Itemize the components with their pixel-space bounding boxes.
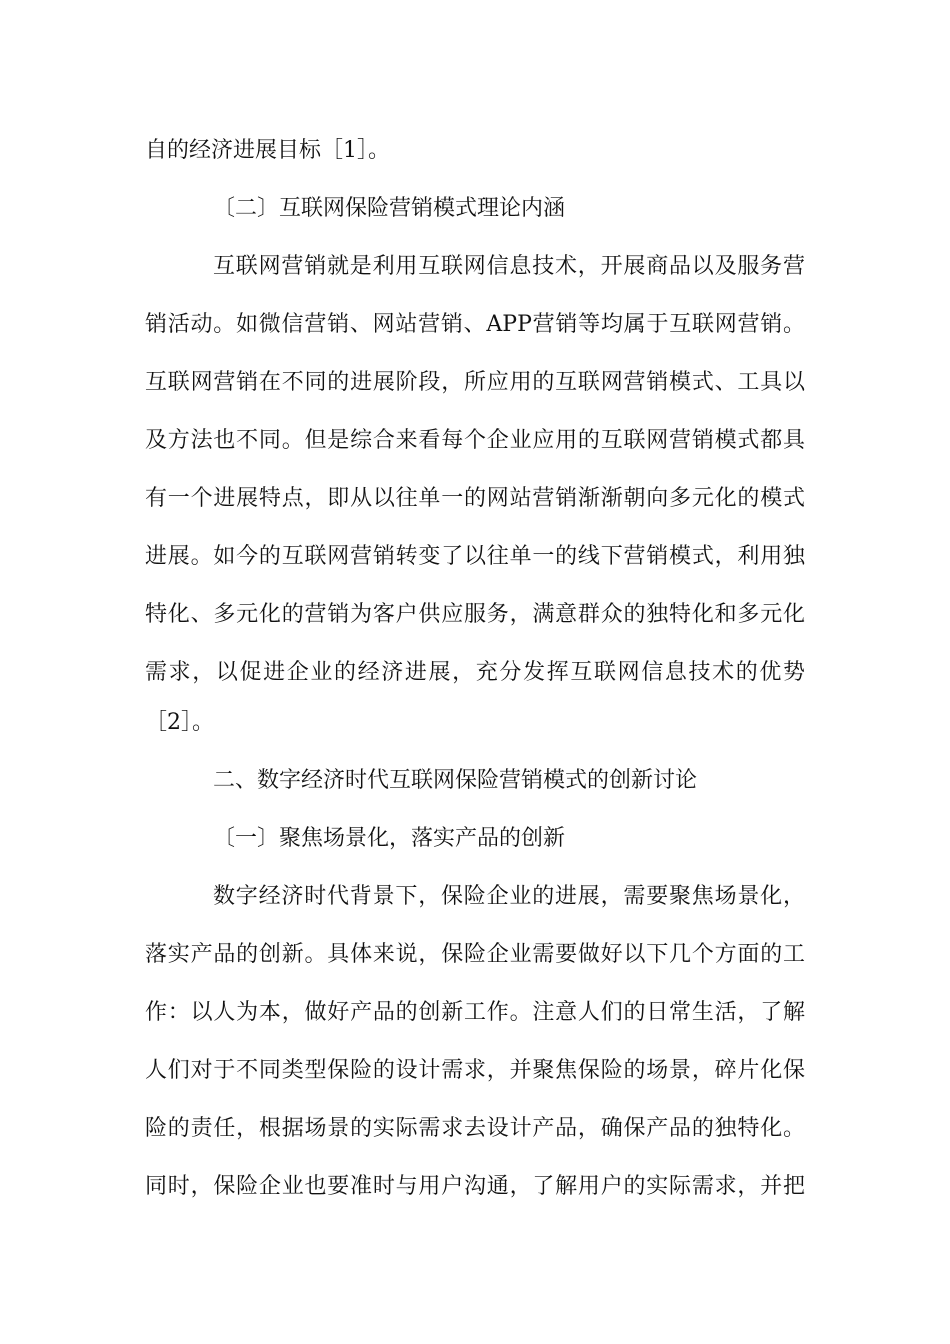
paragraph-line: 销活动。如微信营销、网站营销、APP营销等均属于互联网营销。 <box>145 312 805 337</box>
paragraph-line: 险的责任，根据场景的实际需求去设计产品，确保产品的独特化。 <box>145 1116 805 1141</box>
paragraph-line: 需求，以促进企业的经济进展，充分发挥互联网信息技术的优势 <box>145 660 805 685</box>
section-subheading: 〔二〕互联网保险营销模式理论内涵 <box>213 196 566 221</box>
paragraph-line: 互联网营销在不同的进展阶段，所应用的互联网营销模式、工具以 <box>145 370 805 395</box>
paragraph-line: 有一个进展特点，即从以往单一的网站营销渐渐朝向多元化的模式 <box>145 486 805 511</box>
paragraph-line: 特化、多元化的营销为客户供应服务，满意群众的独特化和多元化 <box>145 602 805 627</box>
section-heading: 二、数字经济时代互联网保险营销模式的创新讨论 <box>213 768 698 793</box>
paragraph-line: 同时，保险企业也要准时与用户沟通，了解用户的实际需求，并把 <box>145 1174 805 1199</box>
paragraph-line: 进展。如今的互联网营销转变了以往单一的线下营销模式，利用独 <box>145 544 805 569</box>
paragraph-line: 数字经济时代背景下，保险企业的进展，需要聚焦场景化， <box>213 884 805 909</box>
paragraph-line: 作：以人为本，做好产品的创新工作。注意人们的日常生活，了解 <box>145 1000 805 1025</box>
paragraph-line: ［2］。 <box>145 710 214 735</box>
paragraph-line: 及方法也不同。但是综合来看每个企业应用的互联网营销模式都具 <box>145 428 805 453</box>
paragraph-line: 人们对于不同类型保险的设计需求，并聚焦保险的场景，碎片化保 <box>145 1058 805 1083</box>
paragraph-line: 自的经济进展目标［1］。 <box>145 138 390 163</box>
section-subheading: 〔一〕聚焦场景化，落实产品的创新 <box>213 826 566 851</box>
paragraph-line: 互联网营销就是利用互联网信息技术，开展商品以及服务营 <box>213 254 805 279</box>
paragraph-line: 落实产品的创新。具体来说，保险企业需要做好以下几个方面的工 <box>145 942 805 967</box>
